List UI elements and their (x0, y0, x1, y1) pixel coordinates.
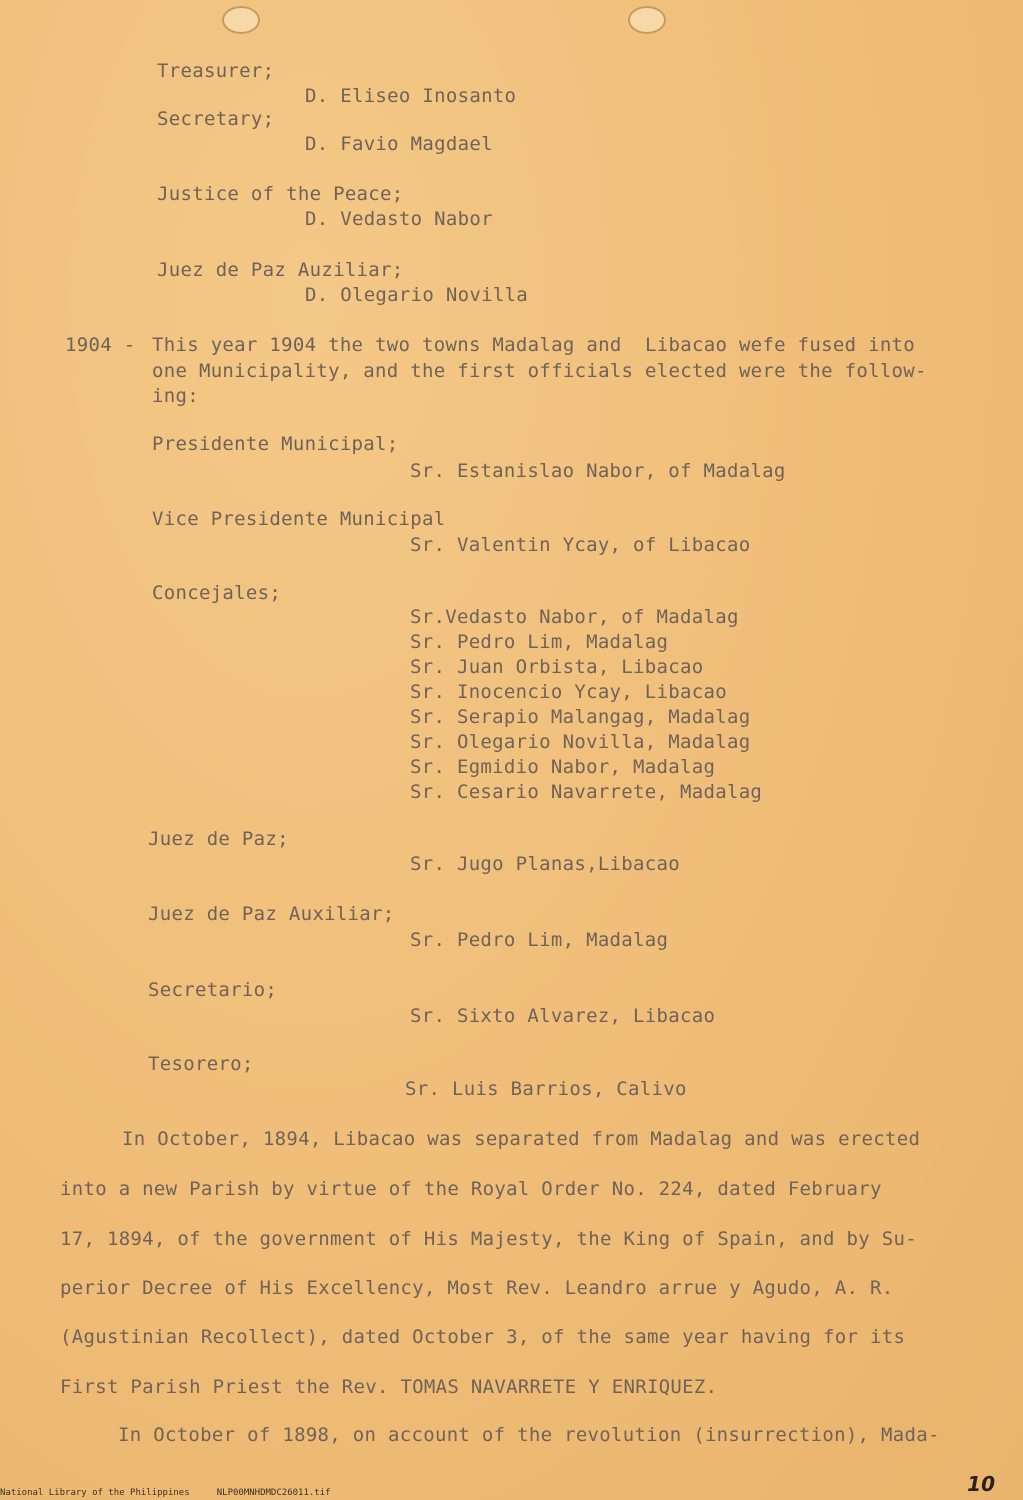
juez-de-paz-auxiliar-name: Sr. Pedro Lim, Madalag (410, 929, 669, 951)
secretary-label: Secretary; (157, 108, 275, 130)
punch-hole-right (628, 6, 666, 34)
justice-label: Justice of the Peace; (157, 183, 404, 205)
concejal-item: Sr. Pedro Lim, Madalag (410, 631, 669, 653)
tesorero-name: Sr. Luis Barrios, Calivo (405, 1078, 687, 1100)
vice-presidente-label: Vice Presidente Municipal (152, 508, 446, 530)
presidente-name: Sr. Estanislao Nabor, of Madalag (410, 460, 786, 482)
concejales-label: Concejales; (152, 582, 282, 604)
punch-hole-left (222, 6, 260, 34)
secretario-name: Sr. Sixto Alvarez, Libacao (410, 1005, 716, 1027)
juez-de-paz-label: Juez de Paz; (148, 828, 289, 850)
year-1904-line-3: ing: (152, 385, 199, 407)
secretary-name: D. Favio Magdael (305, 133, 493, 155)
footer-library: National Library of the Philippines (0, 1488, 190, 1498)
paragraph-line: 17, 1894, of the government of His Majesty, the King of Spain, and by Su- (60, 1228, 917, 1250)
year-1904-line-1: This year 1904 the two towns Madalag and Libacao wefe fused into (152, 334, 916, 356)
presidente-label: Presidente Municipal; (152, 433, 399, 455)
paragraph-line: First Parish Priest the Rev. TOMAS NAVARRETE Y ENRIQUEZ. (60, 1376, 718, 1398)
juez-aux-name: D. Olegario Novilla (305, 284, 529, 306)
concejal-item: Sr. Juan Orbista, Libacao (410, 656, 704, 678)
justice-name: D. Vedasto Nabor (305, 208, 493, 230)
concejal-item: Sr. Egmidio Nabor, Madalag (410, 756, 716, 778)
juez-de-paz-auxiliar-label: Juez de Paz Auxiliar; (148, 903, 395, 925)
concejal-item: Sr. Cesario Navarrete, Madalag (410, 781, 763, 803)
page-number: 10 (967, 1472, 995, 1496)
concejal-item: Sr. Olegario Novilla, Madalag (410, 731, 751, 753)
juez-aux-label: Juez de Paz Auziliar; (157, 259, 404, 281)
vice-presidente-name: Sr. Valentin Ycay, of Libacao (410, 534, 751, 556)
footer-caption (0, 1488, 331, 1498)
concejal-item: Sr. Serapio Malangag, Madalag (410, 706, 751, 728)
paragraph-line: (Agustinian Recollect), dated October 3, of the same year having for its (60, 1326, 906, 1348)
treasurer-name: D. Eliseo Inosanto (305, 85, 517, 107)
year-marker: 1904 - (65, 334, 136, 356)
paragraph-line: In October, 1894, Libacao was separated from Madalag and was erected (122, 1128, 921, 1150)
tesorero-label: Tesorero; (148, 1053, 254, 1075)
concejal-item: Sr.Vedasto Nabor, of Madalag (410, 606, 739, 628)
concejal-item: Sr. Inocencio Ycay, Libacao (410, 681, 727, 703)
paragraph-line: into a new Parish by virtue of the Royal Order No. 224, dated February (60, 1178, 882, 1200)
secretario-label: Secretario; (148, 979, 278, 1001)
year-1904-line-2: one Municipality, and the first officials elected were the follow- (152, 360, 927, 382)
juez-de-paz-name: Sr. Jugo Planas,Libacao (410, 853, 680, 875)
paragraph-line: In October of 1898, on account of the revolution (insurrection), Mada- (118, 1424, 940, 1446)
treasurer-label: Treasurer; (157, 60, 275, 82)
footer-file-code: NLP00MNHDMDC26011.tif (216, 1488, 331, 1498)
paragraph-line: perior Decree of His Excellency, Most Rev. Leandro arrue y Agudo, A. R. (60, 1277, 894, 1299)
